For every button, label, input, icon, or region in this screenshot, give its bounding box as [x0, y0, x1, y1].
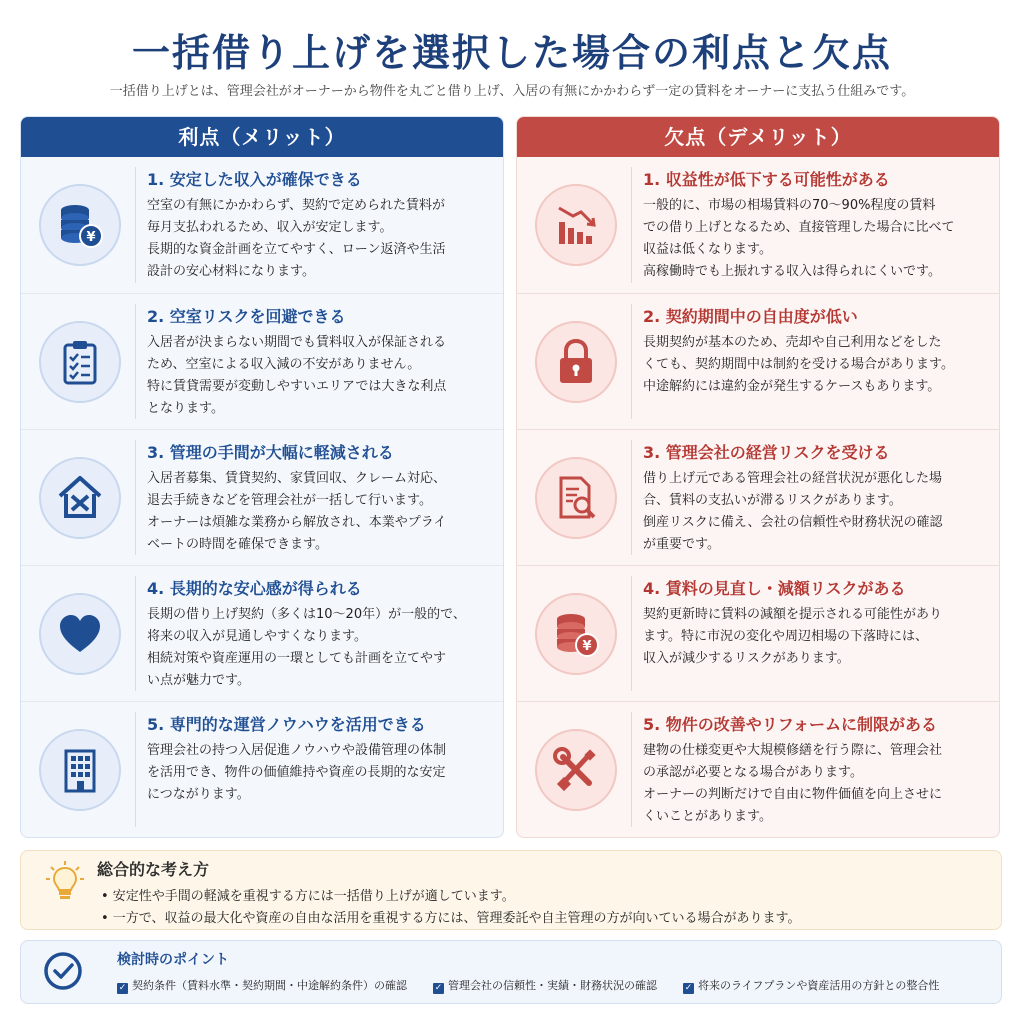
- merit-title: 5. 専門的な運営ノウハウを活用できる: [147, 715, 426, 734]
- demerit-item-4: [517, 565, 999, 701]
- heart-icon: [39, 593, 121, 675]
- demerit-body: 一般的に、市場の相場賃料の70〜90%程度の賃料 での借り上げとなるため、直接管理した場合に比べて 収益は低くなります。 高稼働時でも上振れする収入は得られにくいです。: [643, 198, 955, 279]
- checkpoint-item: ✓ 契約条件（賃料水準・契約期間・中途解約条件）の確認: [118, 979, 407, 993]
- merit-item-3: [21, 429, 503, 565]
- demerit-item-3: [517, 429, 999, 565]
- svg-text:¥: ¥: [582, 639, 592, 654]
- merit-title: 4. 長期的な安心感が得られる: [147, 579, 362, 598]
- page-title: 一括借り上げを選択した場合の利点と欠点: [131, 30, 892, 75]
- demerit-body: 借り上げ元である管理会社の経営状況が悪化した場 合、賃料の支払いが滞るリスクがあります。 倒産リスクに備え、会社の信頼性や財務状況の確認 が重要です。: [643, 471, 943, 552]
- demerit-title: 4. 賃料の見直し・減額リスクがある: [643, 579, 906, 598]
- merit-body: 管理会社の持つ入居促進ノウハウや設備管理の体制 を活用でき、物件の価値維持や資産の長期的な安定 につながります。: [147, 743, 447, 802]
- merit-title: 2. 空室リスクを回避できる: [147, 307, 346, 326]
- demerit-title: 2. 契約期間中の自由度が低い: [643, 307, 858, 326]
- building-icon: [39, 729, 121, 811]
- demerit-body: 契約更新時に賃料の減額を提示される可能性があり ます。特に市況の変化や周辺相場の下落時には、 収入が減少するリスクがあります。: [643, 607, 943, 666]
- document-magnifier-icon: [535, 457, 617, 539]
- merit-item-1: [21, 157, 503, 293]
- merit-body: 空室の有無にかかわらず、契約で定められた賃料が 毎月支払われるため、収入が安定します。 長期的な資金計画を立てやすく、ローン返済や生活 設計の安心材料になります。: [147, 198, 446, 279]
- checkpoint-item: ✓ 将来のライフプランや資産活用の方針との整合性: [684, 979, 940, 993]
- checkbox-icon: ✓: [434, 983, 443, 993]
- summary-box: [20, 850, 1002, 930]
- summary-line: • 一方で、収益の最大化や資産の自由な活用を重視する方には、管理委託や自主管理の方が向いている場合があります。: [101, 911, 801, 926]
- demerits-panel: [516, 116, 1000, 838]
- merit-title: 1. 安定した収入が確保できる: [147, 170, 362, 189]
- checkbox-icon: ✓: [118, 983, 127, 993]
- checkpoint-item: ✓ 管理会社の信頼性・実績・財務状況の確認: [434, 979, 657, 993]
- check-circle-icon: [41, 949, 85, 997]
- svg-text:¥: ¥: [86, 230, 96, 245]
- demerit-item-2: [517, 293, 999, 429]
- summary-line: • 安定性や手間の軽減を重視する方には一括借り上げが適しています。: [101, 889, 515, 904]
- house-tools-icon: [39, 457, 121, 539]
- demerit-body: 長期契約が基本のため、売却や自己利用などをした くても、契約期間中は制約を受ける場合があります。 中途解約には違約金が発生するケースもあります。: [643, 335, 954, 394]
- checkpoints-box: [20, 940, 1002, 1004]
- checkpoints-title: 検討時のポイント: [117, 952, 229, 968]
- merit-body: 入居者が決まらない期間でも賃料収入が保証される ため、空室による収入減の不安がありません。 特に賃貸需要が変動しやすいエリアでは大きな利点 となります。: [147, 335, 447, 416]
- demerit-body: 建物の仕様変更や大規模修繕を行う際に、管理会社 の承認が必要となる場合があります。 オーナーの判断だけで自由に物件価値を向上させに くいことがあります。: [643, 743, 943, 824]
- demerit-title: 3. 管理会社の経営リスクを受ける: [643, 443, 890, 462]
- coin-stack-yen-icon: [535, 593, 617, 675]
- checkpoints-list: [117, 977, 939, 994]
- demerits-header: 欠点（デメリット）: [517, 117, 999, 157]
- merit-title: 3. 管理の手間が大幅に軽減される: [147, 443, 394, 462]
- demerit-item-5: [517, 701, 999, 837]
- merit-item-4: [21, 565, 503, 701]
- merits-panel: [20, 116, 504, 838]
- declining-chart-icon: [535, 184, 617, 266]
- merits-header: 利点（メリット）: [21, 117, 503, 157]
- padlock-icon: [535, 321, 617, 403]
- lightbulb-icon: [45, 859, 85, 907]
- demerit-item-1: [517, 157, 999, 293]
- merit-body: 入居者募集、賃貸契約、家賃回収、クレーム対応、 退去手続きなどを管理会社が一括して行います。 オーナーは煩雑な業務から解放され、本業やプライ ベートの時間を確保できます。: [147, 471, 447, 552]
- checkbox-icon: ✓: [684, 983, 693, 993]
- demerit-title: 1. 収益性が低下する可能性がある: [643, 170, 890, 189]
- page-subtitle: 一括借り上げとは、管理会社がオーナーから物件を丸ごと借り上げ、入居の有無にかかわらず一定の賃料をオーナーに支払う仕組みです。: [109, 84, 915, 99]
- summary-title: 総合的な考え方: [97, 860, 210, 879]
- clipboard-checklist-icon: [39, 321, 121, 403]
- wrench-screwdriver-icon: [535, 729, 617, 811]
- demerit-title: 5. 物件の改善やリフォームに制限がある: [643, 715, 937, 734]
- merit-item-5: [21, 701, 503, 837]
- coin-stack-yen-icon: [39, 184, 121, 266]
- merit-body: 長期の借り上げ契約（多くは10〜20年）が一般的で、 将来の収入が見通しやすくなります。 相続対策や資産運用の一環としても計画を立てやす い点が魅力です。: [147, 607, 466, 688]
- merit-item-2: [21, 293, 503, 429]
